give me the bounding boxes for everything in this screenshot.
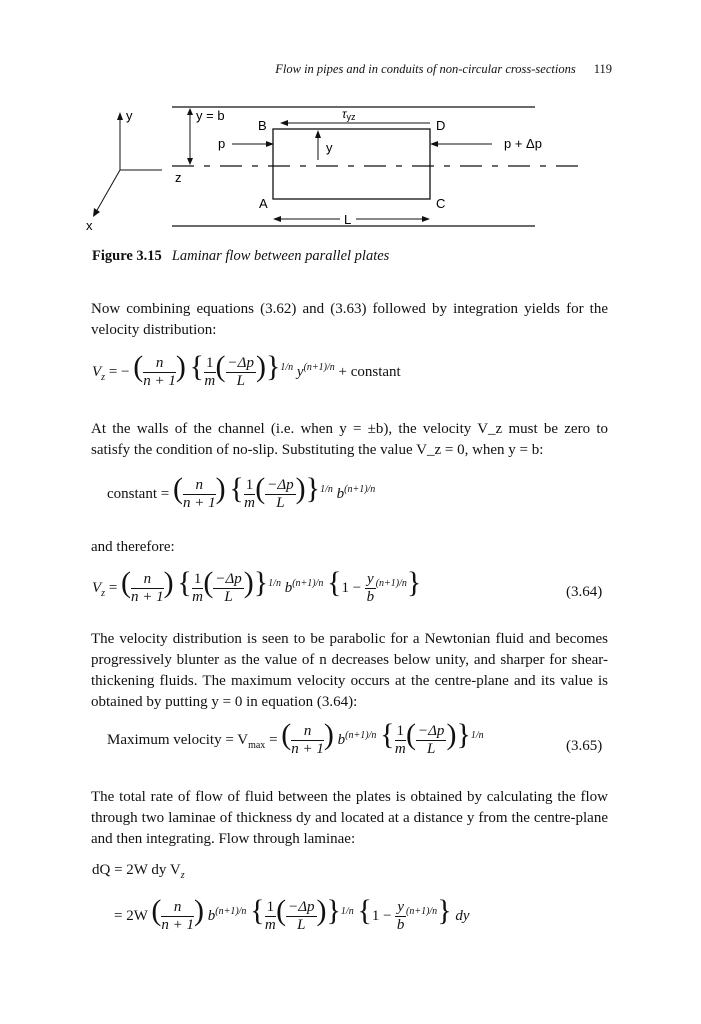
paragraph-2: At the walls of the channel (i.e. when y = ±b), the velocity V_z must be zero to satisfy the condition of no-slip. Substituting the value V_z = 0, when y = b: [91, 421, 608, 458]
equation-dq-line1: dQ = 2W dy $V_z$ [92, 862, 185, 881]
x-axis-arrow [93, 208, 100, 217]
paragraph-5: The total rate of flow of fluid between the plates is obtained by calculating the flow through two laminae of thickness dy and located at a distance y from the centre-plane and then integrating. Flow through laminae: [91, 789, 608, 847]
equation-3-64: $V_z$ = ( $\frac{n}{n + 1}$ ) { $\frac{1}{m}$ ( $\frac{-\Delta p}{L}$ )}$^{1/n}$ $b^{(n+1)/n}$ {1 − $\frac{y}{b}$ $^{(n+1)/n}$} [92, 566, 422, 606]
tau-label: τyz [342, 107, 356, 122]
y-axis-label: y [126, 108, 133, 123]
x-axis-label: x [86, 218, 93, 233]
corner-b-label: B [258, 118, 267, 133]
y-eq-b-label: y = b [196, 108, 225, 123]
caption-text: Laminar flow between parallel plates [171, 248, 390, 264]
page-number: 119 [593, 62, 612, 76]
equation-constant: constant = ( $\frac{n}{n + 1}$ ) { $\frac{1}{m}$ ( $\frac{-\Delta p}{L}$ )}$^{1/n}$ $b^{(n+1)/n}$ [107, 472, 376, 512]
local-y-label: y [326, 140, 333, 155]
caption-number: Figure 3.15 [92, 248, 162, 264]
x-axis-line [96, 170, 120, 212]
z-axis-label: z [175, 170, 182, 185]
parallel-plates-figure [80, 100, 620, 235]
running-title: Flow in pipes and in conduits of non-circular cross-sections [275, 62, 576, 76]
equation-dq-line2: = 2W ( $\frac{n}{n + 1}$ ) $b^{(n+1)/n}$ { $\frac{1}{m}$ ( $\frac{-\Delta p}{L}$ )}$^{1/n}$ {1 − $\frac{y}{b}$ $^{(n+1)/n}$} dy [114, 894, 470, 934]
length-label: L [344, 212, 352, 227]
equation-number-3-65: (3.65) [566, 738, 603, 754]
figure-caption [92, 248, 389, 265]
corner-c-label: C [436, 196, 446, 211]
paragraph-3: and therefore: [91, 539, 175, 555]
p-dp-label: p + Δp [504, 136, 542, 151]
corner-d-label: D [436, 118, 446, 133]
paragraph-1: Now combining equations (3.62) and (3.63) followed by integration yields for the velocity distribution: [91, 301, 608, 338]
corner-a-label: A [259, 196, 268, 211]
running-header [0, 62, 612, 77]
equation-3-65: Maximum velocity = $V_{max}$ = ( $\frac{n}{n + 1}$ ) $b^{(n+1)/n}$ { $\frac{1}{m}$ ( $\frac{-\Delta p}{L}$ )}$^{1/n}$ [107, 718, 484, 758]
paragraph-4: The velocity distribution is seen to be parabolic for a Newtonian fluid and becomes progressively blunter as the value of n decreases below unity, and sharper for shear-thickening fluids. The maximum velocity occurs at the centre-plane and its value is obtained by putting y = 0 in equation (3.64): [91, 631, 608, 710]
y-axis-arrow [117, 112, 123, 120]
equation-velocity-general: $V_z$ = − ( $\frac{n}{n + 1}$ ) { $\frac{1}{m}$ ( $\frac{-\Delta p}{L}$ )}$^{1/n}$ $y^{(n+1)/n}$ + constant [92, 350, 401, 390]
p-label: p [218, 136, 226, 151]
fluid-element [273, 129, 430, 199]
equation-number-3-64: (3.64) [566, 584, 603, 600]
